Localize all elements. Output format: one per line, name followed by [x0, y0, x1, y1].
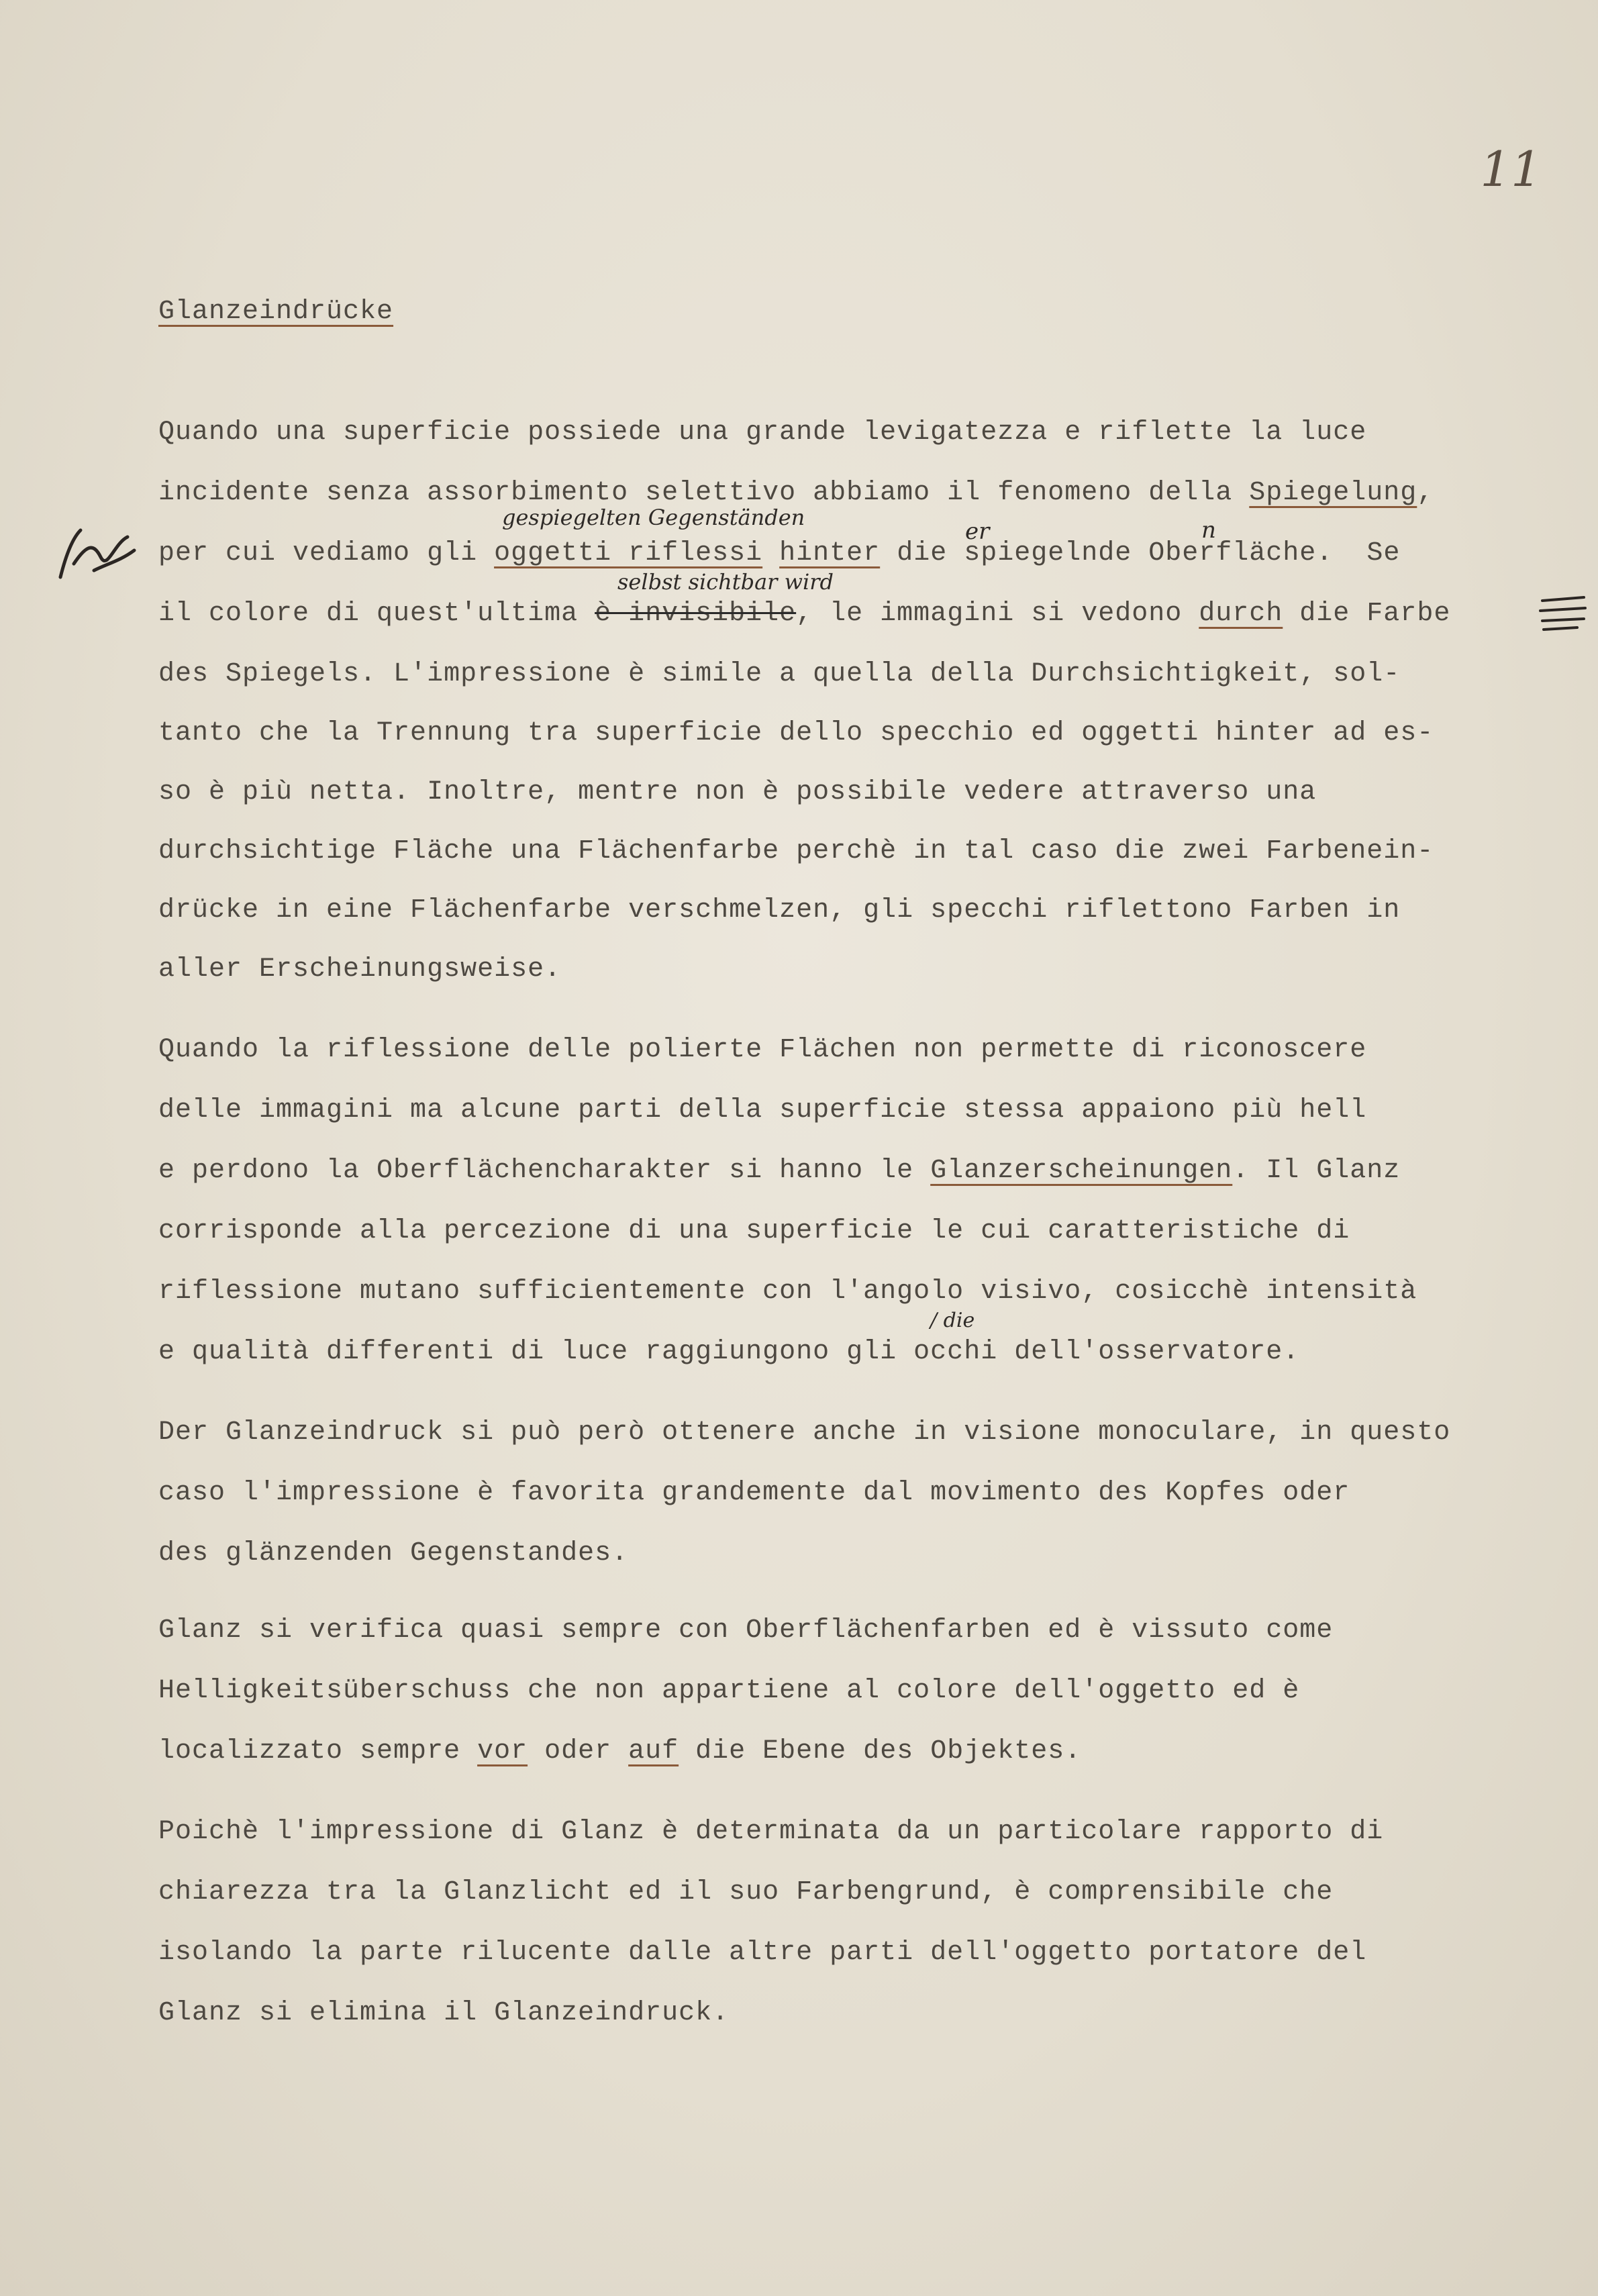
p5-line-3: isolando la parte rilucente dalle altre parti dell'oggetto portatore del [158, 1938, 1367, 1968]
p1-line-8: durchsichtige Fläche una Flächenfarbe perchè in tal caso die zwei Farbenein- [158, 836, 1434, 866]
handwritten-die: / die [930, 1309, 975, 1332]
page-number: 11 [1480, 141, 1542, 197]
margin-scribble-right-icon [1537, 591, 1591, 638]
term-durch: durch [1199, 599, 1283, 629]
p4-line-2: Helligkeitsüberschuss che non appartiene al colore dell'oggetto ed è [158, 1676, 1300, 1706]
p1-line-1: Quando una superficie possiede una grande levigatezza e riflette la luce [158, 417, 1367, 448]
p1-line-9: drücke in eine Flächenfarbe verschmelzen, gli specchi riflettono Farben in [158, 895, 1401, 926]
p1-line-6: tanto che la Trennung tra superficie dello specchio ed oggetti hinter ad es- [158, 718, 1434, 748]
heading: Glanzeindrücke [158, 297, 394, 327]
p1-line-3-space-2 [880, 538, 897, 568]
p5-line-2: chiarezza tra la Glanzlicht ed il suo Farbengrund, è comprensibile che [158, 1877, 1334, 1907]
p1-line-4 [158, 597, 1450, 631]
p4-line-3-oder: oder [528, 1736, 629, 1766]
term-hinter: hinter [779, 538, 881, 568]
p1-line-7: so è più netta. Inoltre, mentre non è possibile vedere attraverso una [158, 777, 1317, 807]
term-auf: auf [628, 1736, 679, 1766]
p4-line-3 [158, 1735, 1081, 1768]
handwritten-selbst-sichtbar-wird: selbst sichtbar wird [617, 569, 834, 595]
term-glanzerscheinungen: Glanzerscheinungen [930, 1156, 1233, 1186]
p2-line-4: corrisponde alla percezione di una superficie le cui caratteristiche di [158, 1216, 1350, 1246]
p3-line-3: des glänzenden Gegenstandes. [158, 1538, 629, 1568]
p3-line-2: caso l'impressione è favorita grandemente dal movimento des Kopfes oder [158, 1478, 1350, 1508]
p1-line-4-rest: die Farbe [1283, 599, 1451, 629]
term-spiegelung: Spiegelung [1249, 478, 1417, 508]
p2-line-6: e qualità differenti di luce raggiungono gli occhi dell'osservatore. [158, 1337, 1300, 1367]
p1-line-10: aller Erscheinungsweise. [158, 954, 562, 985]
term-vor: vor [477, 1736, 528, 1766]
struck-phrase: è invisibile [595, 599, 797, 629]
handwritten-er: er [965, 518, 990, 545]
p1-line-2-comma: , [1417, 478, 1434, 508]
margin-scribble-left-icon [54, 523, 141, 591]
p3-line-1: Der Glanzeindruck si può però ottenere anche in visione monoculare, in questo [158, 1417, 1451, 1448]
phrase-oggetti-riflessi: oggetti riflessi [494, 538, 763, 568]
handwritten-gespiegelten-gegenstanden: gespiegelten Gegenständen [502, 505, 805, 530]
p4-line-3-rest: die Ebene des Objektes. [679, 1736, 1082, 1766]
p5-line-4: Glanz si elimina il Glanzeindruck. [158, 1998, 730, 2028]
p2-line-1: Quando la riflessione delle polierte Flächen non permette di riconoscere [158, 1035, 1367, 1065]
p4-line-3-text: localizzato sempre [158, 1736, 478, 1766]
p1-line-5: des Spiegels. L'impressione è simile a quella della Durchsichtigkeit, sol- [158, 659, 1401, 689]
handwritten-n: n [1201, 517, 1216, 544]
p2-line-2: delle immagini ma alcune parti della superficie stessa appaiono più hell [158, 1095, 1367, 1126]
word-die: die [897, 538, 948, 568]
p2-line-5: riflessione mutano sufficientemente con l'angolo visivo, cosicchè intensità [158, 1277, 1417, 1307]
p5-line-1: Poichè l'impressione di Glanz è determinata da un particolare rapporto di [158, 1817, 1384, 1847]
p1-line-3-space [762, 538, 779, 568]
p1-line-4-mid: , le immagini si vedono [796, 599, 1199, 629]
p2-line-3-rest: . Il Glanz [1232, 1156, 1401, 1186]
p1-line-3-rest: spiegelnde Oberfläche. Se [947, 538, 1401, 568]
p4-line-1: Glanz si verifica quasi sempre con Oberflächenfarben ed è vissuto come [158, 1615, 1334, 1646]
p2-line-3 [158, 1154, 1400, 1188]
p1-line-2-text: incidente senza assorbimento selettivo abbiamo il fenomeno della [158, 478, 1250, 508]
p1-line-3-text: per cui vediamo gli [158, 538, 495, 568]
p1-line-4-text: il colore di quest'ultima [158, 599, 595, 629]
p2-line-3-text: e perdono la Oberflächencharakter si hanno le [158, 1156, 931, 1186]
